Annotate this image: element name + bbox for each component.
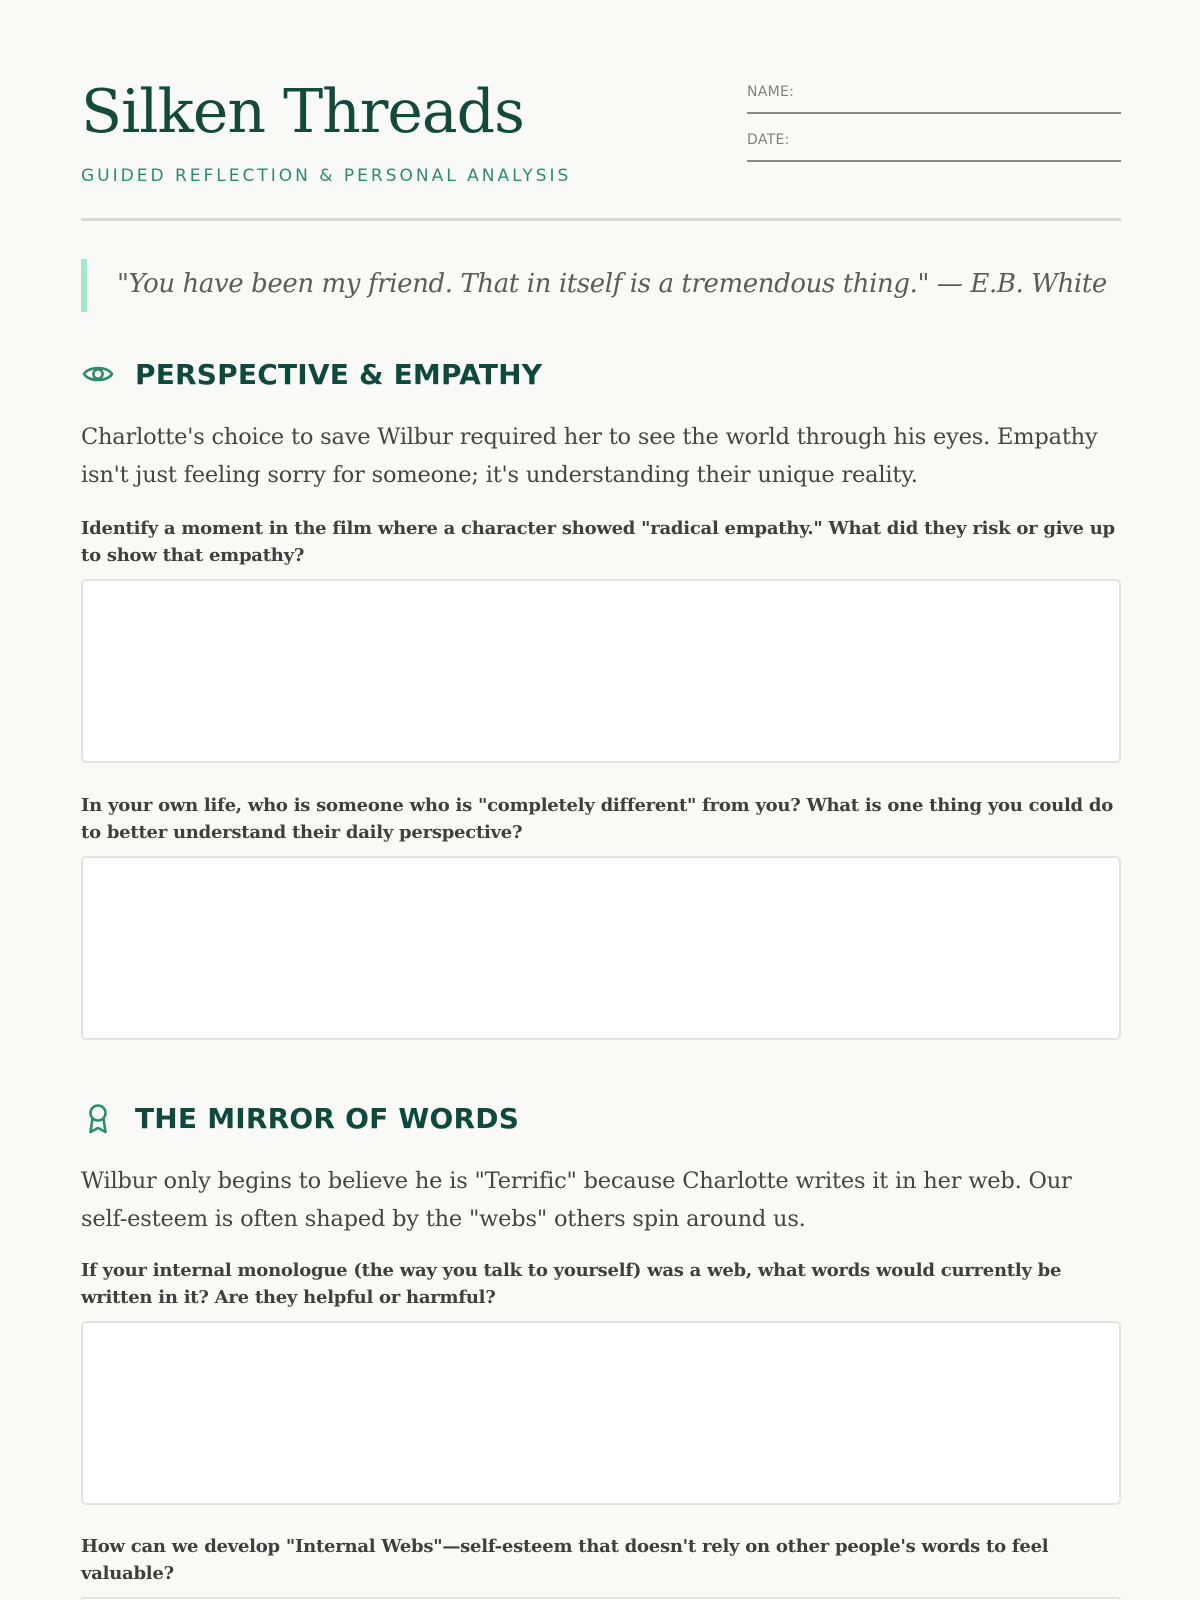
date-label: DATE: xyxy=(747,132,790,148)
answer-box[interactable] xyxy=(81,579,1121,763)
answer-box[interactable] xyxy=(81,856,1121,1040)
student-info-fields xyxy=(747,80,1121,176)
section-heading-mirror xyxy=(81,1101,519,1135)
page-subtitle: GUIDED REFLECTION & PERSONAL ANALYSIS xyxy=(81,166,572,186)
section-intro: Wilbur only begins to believe he is "Terrific" because Charlotte writes it in her web. Our self-esteem is often shaped by the "webs" others spin around us. xyxy=(81,1168,1072,1232)
answer-box[interactable] xyxy=(81,1321,1121,1505)
section-intro: Charlotte's choice to save Wilbur required her to see the world through his eyes. Empathy isn't just feeling sorry for someone; it's understanding their unique reality. xyxy=(81,424,1098,488)
section-title: PERSPECTIVE & EMPATHY xyxy=(135,357,543,391)
page-title: Silken Threads xyxy=(81,77,524,147)
date-field[interactable] xyxy=(747,128,1121,162)
name-label: NAME: xyxy=(747,84,795,100)
question-prompt: Identify a moment in the film where a character showed "radical empathy." What did they risk or give up to show that empathy? xyxy=(81,518,1115,566)
epigraph-quote xyxy=(81,259,1121,312)
question-prompt: In your own life, who is someone who is "completely different" from you? What is one thing you could do to better understand their daily perspective? xyxy=(81,795,1113,843)
section-heading-perspective xyxy=(81,357,542,391)
award-ribbon-icon xyxy=(81,1101,115,1135)
quote-text: "You have been my friend. That in itself is a tremendous thing." — E.B. White xyxy=(117,269,1107,299)
eye-icon xyxy=(81,357,115,391)
worksheet-header xyxy=(81,0,1121,221)
question-prompt: If your internal monologue (the way you talk to yourself) was a web, what words would currently be written in it? Are they helpful or harmful? xyxy=(81,1260,1062,1308)
worksheet-page xyxy=(81,0,1121,1584)
section-title: THE MIRROR OF WORDS xyxy=(135,1101,520,1135)
name-field[interactable] xyxy=(747,80,1121,114)
question-prompt: How can we develop "Internal Webs"—self-esteem that doesn't rely on other people's words to feel valuable? xyxy=(81,1536,1049,1584)
